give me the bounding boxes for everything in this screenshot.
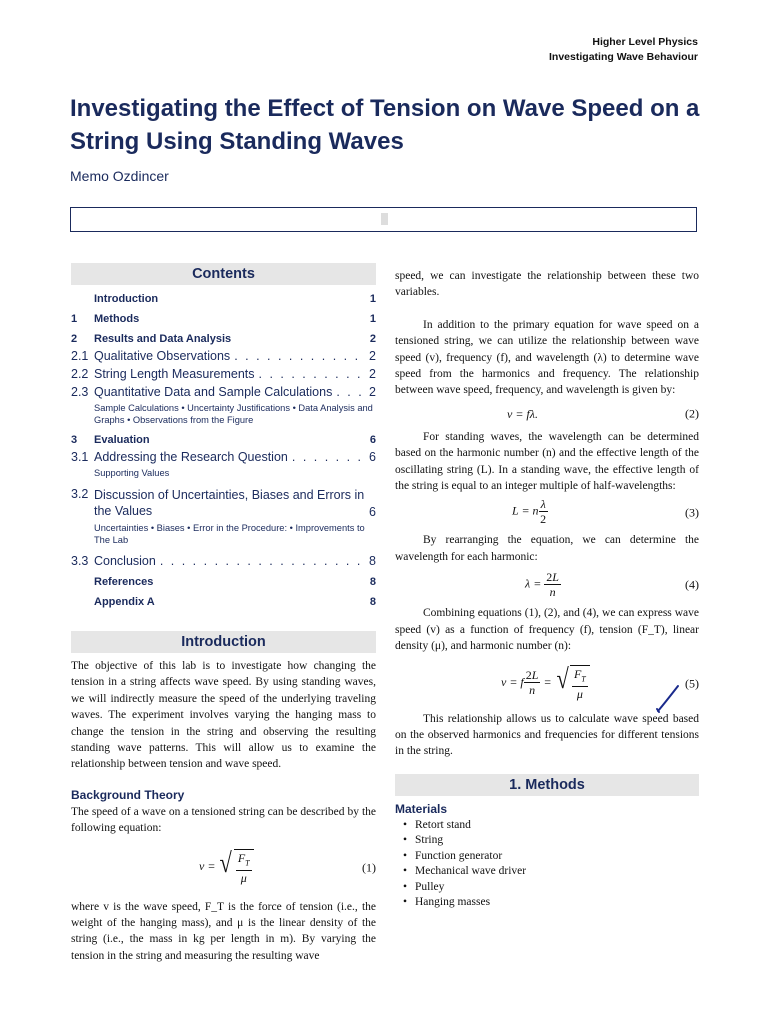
toc-number: 2.1 [71, 349, 89, 363]
toc-entry[interactable] [71, 349, 376, 363]
toc-entry[interactable] [71, 487, 376, 519]
author-name: Memo Ozdincer [70, 168, 169, 184]
toc-entry[interactable] [71, 385, 376, 399]
toc-entry[interactable] [71, 434, 376, 446]
equation-5: v = f $\frac{2L}{n}$ = √ $\frac{F_T}{\mu}$ (5) [501, 663, 699, 701]
paper-title: Investigating the Effect of Tension on Wave Speed on a String Using Standing Waves [70, 95, 700, 155]
equation-4: λ = $\frac{2L}{n}$ (4) [525, 570, 699, 600]
methods-heading: 1. Methods [395, 774, 699, 796]
toc-number: 2.3 [71, 385, 89, 399]
toc-label: Evaluation [94, 434, 150, 446]
toc-entry[interactable] [71, 576, 376, 588]
toc-label: Methods [94, 313, 140, 325]
equation-2: v = fλ. (2) [507, 406, 699, 421]
list-item: • Function generator [415, 849, 699, 865]
toc-entry[interactable] [71, 313, 376, 325]
toc-entry[interactable] [71, 554, 376, 568]
toc-entry[interactable] [71, 450, 376, 464]
equation-3: L = n $\frac{\lambda}{2}$ (3) [512, 497, 699, 527]
toc-number: 3.2 [71, 487, 89, 501]
equation-number: (3) [685, 505, 699, 520]
introduction-paragraph: The objective of this lab is to investigate how changing the tension in a string affects wave speed. By using standing waves, we will indirectly measure the speed of the underlying traveling waves. The experiment involves varying the hanging mass to change the tension in the string and observing the resulting standing wave patterns. This will allow us to examine the relationship between tension and wave speed. [71, 660, 376, 771]
materials-list [395, 818, 699, 911]
abstract-box [70, 207, 697, 232]
toc-page: 8 [369, 554, 376, 568]
check-mark-icon [655, 684, 681, 714]
toc-number: 3.1 [71, 450, 89, 464]
toc-number: 2.2 [71, 367, 89, 381]
wave-relationship-paragraph: In addition to the primary equation for wave speed on a tensioned string, we can utilize the relationship between wave speed (v), frequency (f), and wavelength (λ) to determine wave speed from the harmonics and frequency. The relationship between wave speed, frequency, and wavelength is given by: [395, 318, 699, 397]
right-column [395, 268, 699, 911]
abstract-placeholder [381, 213, 388, 225]
introduction-heading: Introduction [71, 631, 376, 653]
toc-page: 1 [369, 293, 376, 305]
toc-label: Quantitative Data and Sample Calculations [94, 385, 333, 399]
toc-page: 2 [369, 349, 376, 363]
standing-wave-paragraph: For standing waves, the wavelength can be determined based on the harmonic number (n) and the effective length of the oscillating string (L). In a standing wave, the effective length of the string is equal to an integer multiple of half-wavelengths: [395, 430, 699, 493]
toc-number: 2 [71, 333, 78, 345]
equation-1-explanation: where v is the wave speed, F_T is the force of tension (i.e., the weight of the hanging mass), and μ is the linear density of the string (i.e., the mass in kg per length in m). By varying the tension in the string and measuring the resulting wave [71, 900, 376, 962]
toc-label: Introduction [94, 293, 159, 305]
background-intro: The speed of a wave on a tensioned string can be described by the following equation: [71, 805, 376, 835]
toc-label: Conclusion [94, 554, 156, 568]
list-item: • Pulley [415, 880, 699, 896]
toc-page: 2 [369, 367, 376, 381]
toc-page: 8 [369, 576, 376, 588]
list-item: • Hanging masses [415, 895, 699, 911]
header-unit: Investigating Wave Behaviour [549, 51, 698, 63]
toc-entry[interactable] [71, 367, 376, 381]
rearranging-paragraph: By rearranging the equation, we can determine the wavelength for each harmonic: [395, 534, 699, 563]
running-head [549, 35, 698, 65]
equation-number: (2) [685, 406, 699, 421]
toc-heading: Contents [71, 263, 376, 285]
toc-subentries[interactable]: Sample Calculations • Uncertainty Justifications • Data Analysis and Graphs • Observations from the Figure [94, 403, 373, 425]
list-item: • Retort stand [415, 818, 699, 834]
materials-heading: Materials [395, 801, 448, 816]
toc-entry[interactable] [71, 596, 376, 608]
toc-number: 1 [71, 313, 78, 325]
toc-number: 3 [71, 434, 78, 446]
equation-number: (4) [685, 577, 699, 592]
toc-label: References [94, 576, 154, 588]
toc-label: Qualitative Observations [94, 349, 231, 363]
toc-subentries[interactable]: Uncertainties • Biases • Error in the Procedure: • Improvements to The Lab [94, 523, 365, 545]
toc-page: 6 [369, 505, 376, 519]
toc-page: 1 [369, 313, 376, 325]
equation-1: v = √ $\frac{F_T}{\mu}$ (1) [199, 847, 376, 886]
toc-page: 2 [369, 385, 376, 399]
toc-label: Discussion of Uncertainties, Biases and Errors in the Values [94, 488, 365, 518]
list-item: • Mechanical wave driver [415, 864, 699, 880]
combining-paragraph: Combining equations (1), (2), and (4), we can express wave speed (v) as a function of frequency (f), tension (F_T), linear density (μ), and harmonic number (n): [395, 607, 699, 653]
toc-page: 2 [369, 333, 376, 345]
toc-label: Results and Data Analysis [94, 333, 232, 345]
toc-page: 6 [369, 434, 376, 446]
table-of-contents [71, 293, 376, 608]
toc-label: Appendix A [94, 596, 155, 608]
toc-entry[interactable] [71, 333, 376, 345]
relationship-paragraph: This relationship allows us to calculate wave speed based on the observed harmonics and frequencies for different tensions in the string. [395, 712, 699, 758]
list-item: • String [415, 833, 699, 849]
left-column [71, 263, 376, 964]
toc-page: 6 [369, 450, 376, 464]
toc-label: String Length Measurements [94, 367, 255, 381]
toc-entry[interactable] [71, 293, 376, 305]
equation-number: (5) [685, 676, 699, 690]
toc-subentries[interactable]: Supporting Values [94, 468, 170, 478]
header-course: Higher Level Physics [592, 36, 698, 48]
toc-page: 8 [369, 596, 376, 608]
toc-label: Addressing the Research Question [94, 450, 288, 464]
equation-number: (1) [362, 860, 376, 875]
background-theory-heading: Background Theory [71, 787, 185, 802]
toc-number: 3.3 [71, 554, 89, 568]
continued-paragraph: speed, we can investigate the relationship between these two variables. [395, 270, 699, 299]
